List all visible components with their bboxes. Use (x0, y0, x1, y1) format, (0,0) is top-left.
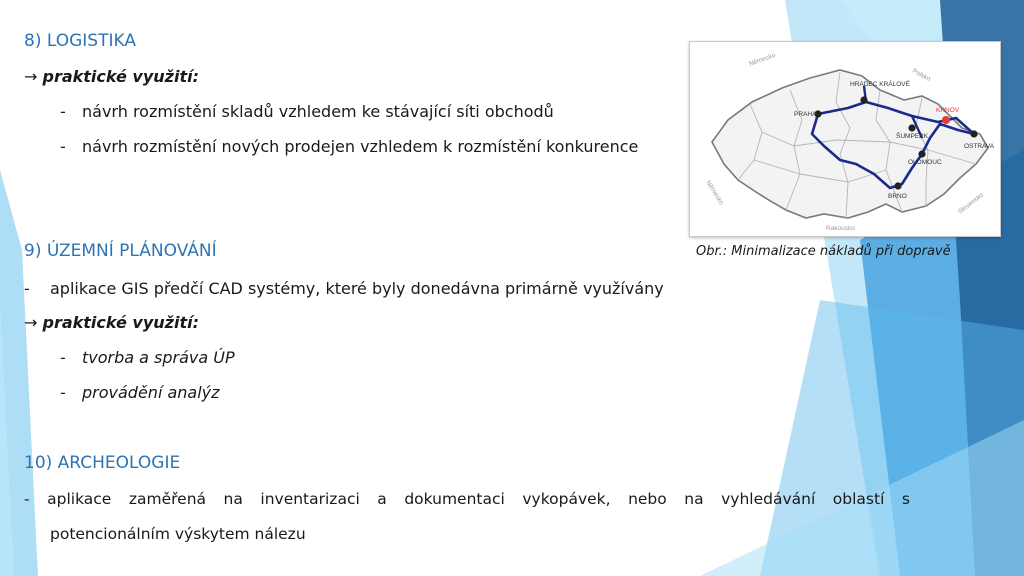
section-8-usage (24, 67, 199, 86)
usage-colon: : (192, 313, 199, 332)
paragraph-text: aplikace zaměřená na inventarizaci a dokumentaci vykopávek, nebo na vyhledávání oblastí s (47, 490, 910, 508)
neighbor-label: Slovensko (956, 191, 985, 216)
list-item-text: provádění analýz (82, 383, 220, 402)
city-dot (860, 96, 867, 103)
dash-bullet: - (60, 137, 66, 156)
highlight-city-dot (942, 116, 950, 124)
city-dot (908, 124, 915, 131)
city-label: OLOMOUC (908, 159, 942, 166)
list-item-text: návrh rozmístění nových prodejen vzhledem k rozmístění konkurence (82, 137, 639, 156)
list-item-text: tvorba a správa ÚP (82, 348, 235, 367)
neighbor-label: Německo (704, 179, 725, 207)
list-item (60, 383, 220, 402)
section-10-text-line1 (24, 490, 910, 508)
country-outline (712, 67, 988, 218)
czech-map-icon (690, 42, 1000, 236)
dash-bullet: - (60, 348, 66, 367)
city-dot (894, 182, 901, 189)
dash-bullet: - (60, 383, 66, 402)
list-item (60, 137, 638, 156)
arrow-icon: → (24, 313, 38, 332)
section-10-title: 10) ARCHEOLOGIE (24, 453, 181, 473)
neighbor-label: Rakousko (826, 225, 855, 232)
usage-colon: : (192, 67, 199, 86)
city-dot (918, 150, 925, 157)
list-item-text: návrh rozmístění skladů vzhledem ke stávající síti obchodů (82, 102, 554, 121)
section-9-title: 9) ÚZEMNÍ PLÁNOVÁNÍ (24, 241, 217, 261)
map-figure (689, 41, 1001, 237)
neighbor-label: Německo (748, 51, 777, 68)
arrow-icon: → (24, 67, 38, 86)
city-label-highlight: KRNOV (936, 107, 960, 114)
city-label: BRNO (888, 193, 907, 200)
section-8-title: 8) LOGISTIKA (24, 31, 136, 51)
section-9-usage (24, 313, 199, 332)
dash-bullet: - (60, 102, 66, 121)
list-item (24, 279, 664, 298)
section-10-text-line2: potencionálním výskytem nálezu (50, 525, 306, 543)
list-item-text: aplikace GIS předčí CAD systémy, které byly donedávna primárně využívány (50, 279, 664, 298)
city-label: PRAHA (794, 111, 817, 118)
dash-bullet: - (24, 490, 30, 508)
city-label: ŠUMPERK (896, 133, 929, 140)
neighbor-label: Polsko (911, 67, 932, 83)
city-dot (970, 130, 977, 137)
list-item (60, 348, 235, 367)
city-label: OSTRAVA (964, 143, 995, 150)
list-item (60, 102, 554, 121)
usage-label: praktické využití (42, 67, 193, 86)
figure-caption: Obr.: Minimalizace nákladů při dopravě (696, 244, 951, 259)
city-label: HRADEC KRÁLOVÉ (850, 81, 910, 88)
dash-bullet: - (24, 279, 30, 298)
usage-label: praktické využití (42, 313, 193, 332)
